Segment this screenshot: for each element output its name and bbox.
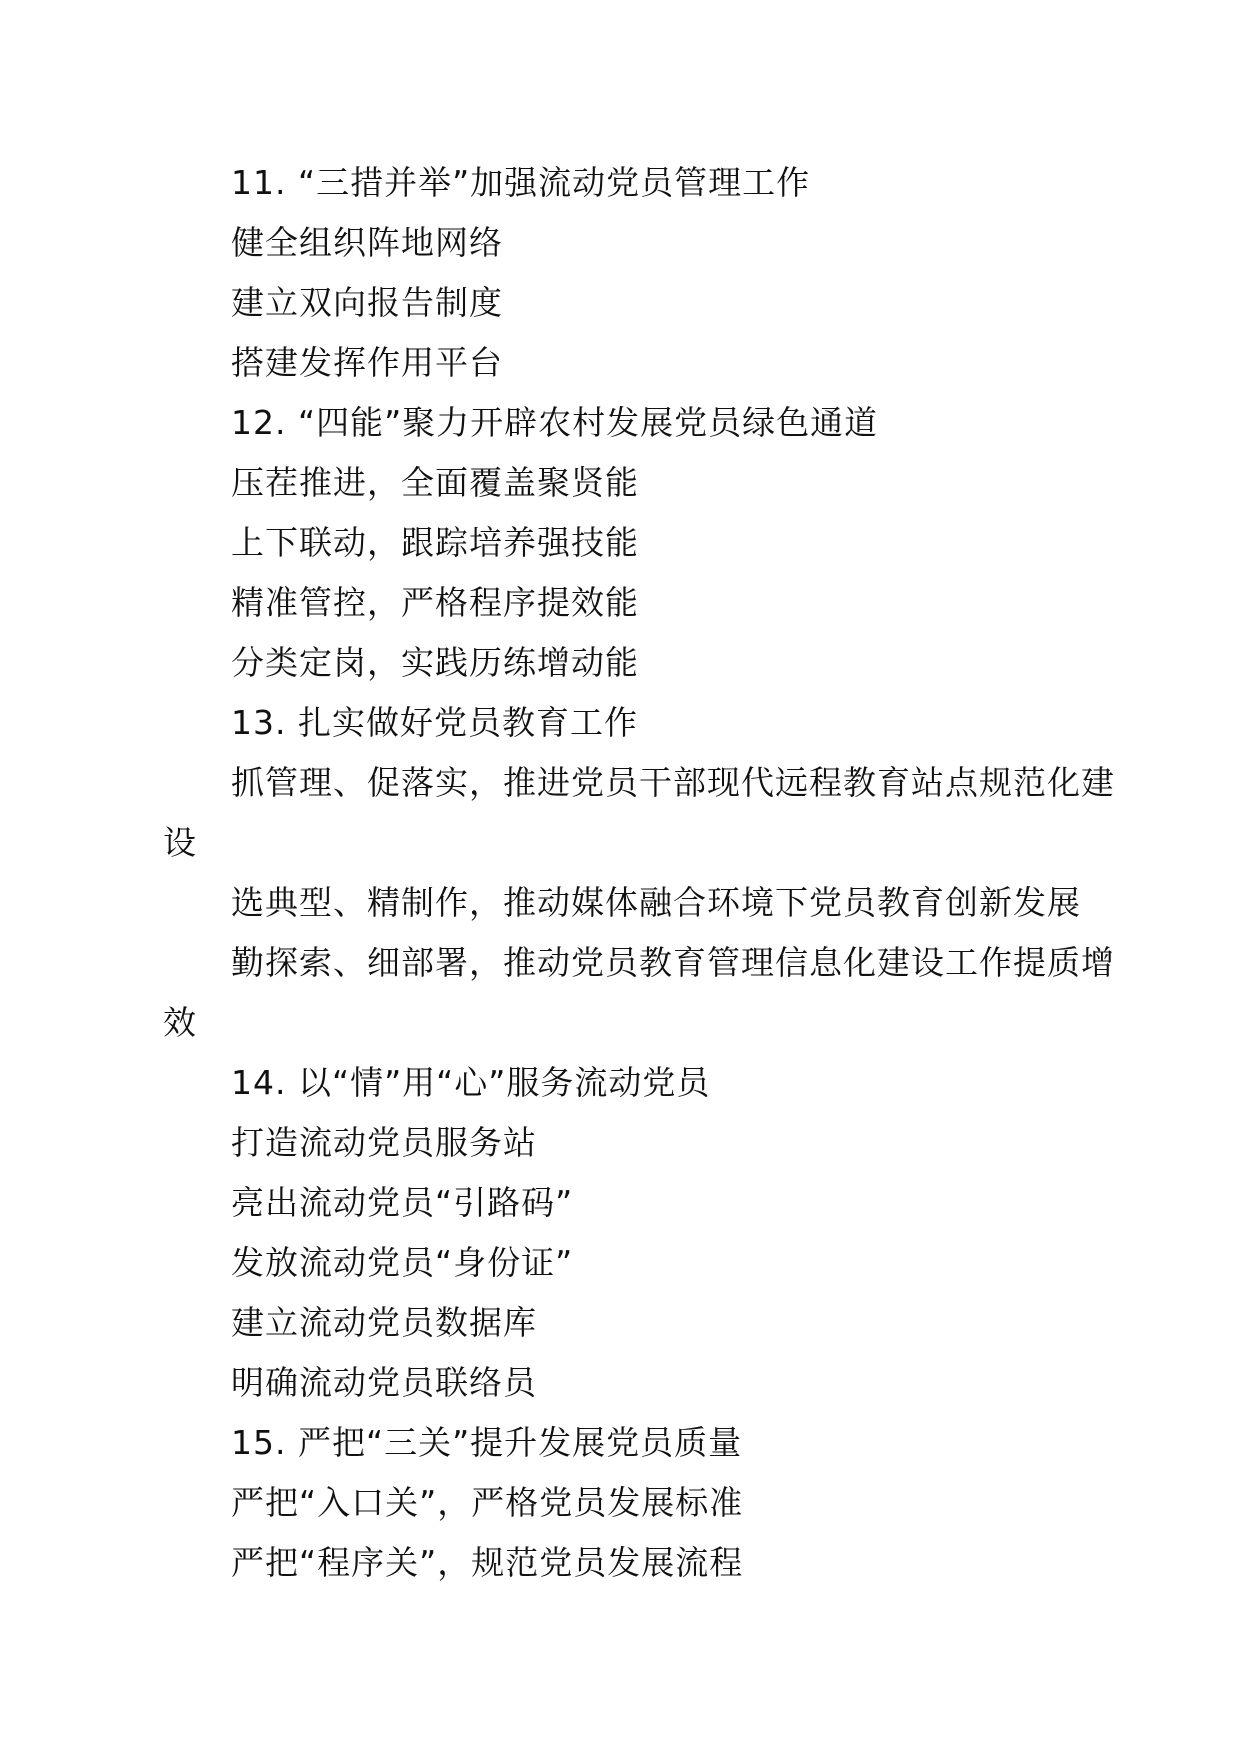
section-12-item-3: 精准管控，严格程序提效能 (231, 583, 639, 622)
section-12-heading: 12. “四能”聚力开辟农村发展党员绿色通道 (231, 403, 879, 442)
section-15-item-1: 严把“入口关”，严格党员发展标准 (231, 1483, 744, 1522)
section-13-item-1-line-1: 抓管理、促落实，推进党员干部现代远程教育站点规范化建 (231, 763, 1115, 802)
section-15-heading: 15. 严把“三关”提升发展党员质量 (231, 1423, 743, 1462)
document-body (163, 153, 1123, 1593)
section-14-item-4: 建立流动党员数据库 (231, 1303, 537, 1342)
section-12-item-1: 压茬推进，全面覆盖聚贤能 (231, 463, 639, 502)
section-12-item-4: 分类定岗，实践历练增动能 (231, 643, 639, 682)
section-12-item-2: 上下联动，跟踪培养强技能 (231, 523, 639, 562)
section-11-item-2: 建立双向报告制度 (231, 283, 503, 322)
section-11-heading: 11. “三措并举”加强流动党员管理工作 (231, 163, 811, 202)
section-13-item-1-line-2: 设 (163, 823, 197, 862)
section-13-heading: 13. 扎实做好党员教育工作 (231, 703, 638, 742)
section-15-item-2: 严把“程序关”，规范党员发展流程 (231, 1543, 744, 1582)
section-11-item-3: 搭建发挥作用平台 (231, 343, 503, 382)
section-14-item-5: 明确流动党员联络员 (231, 1363, 537, 1402)
section-11-item-1: 健全组织阵地网络 (231, 223, 503, 262)
section-14-item-3: 发放流动党员“身份证” (231, 1243, 574, 1282)
section-14-heading: 14. 以“情”用“心”服务流动党员 (231, 1063, 711, 1102)
section-13-item-3-line-2: 效 (163, 1003, 197, 1042)
section-14-item-1: 打造流动党员服务站 (231, 1123, 537, 1162)
section-13-item-2: 选典型、精制作，推动媒体融合环境下党员教育创新发展 (231, 883, 1081, 922)
section-13-item-3-line-1: 勤探索、细部署，推动党员教育管理信息化建设工作提质增 (231, 943, 1115, 982)
section-14-item-2: 亮出流动党员“引路码” (231, 1183, 574, 1222)
